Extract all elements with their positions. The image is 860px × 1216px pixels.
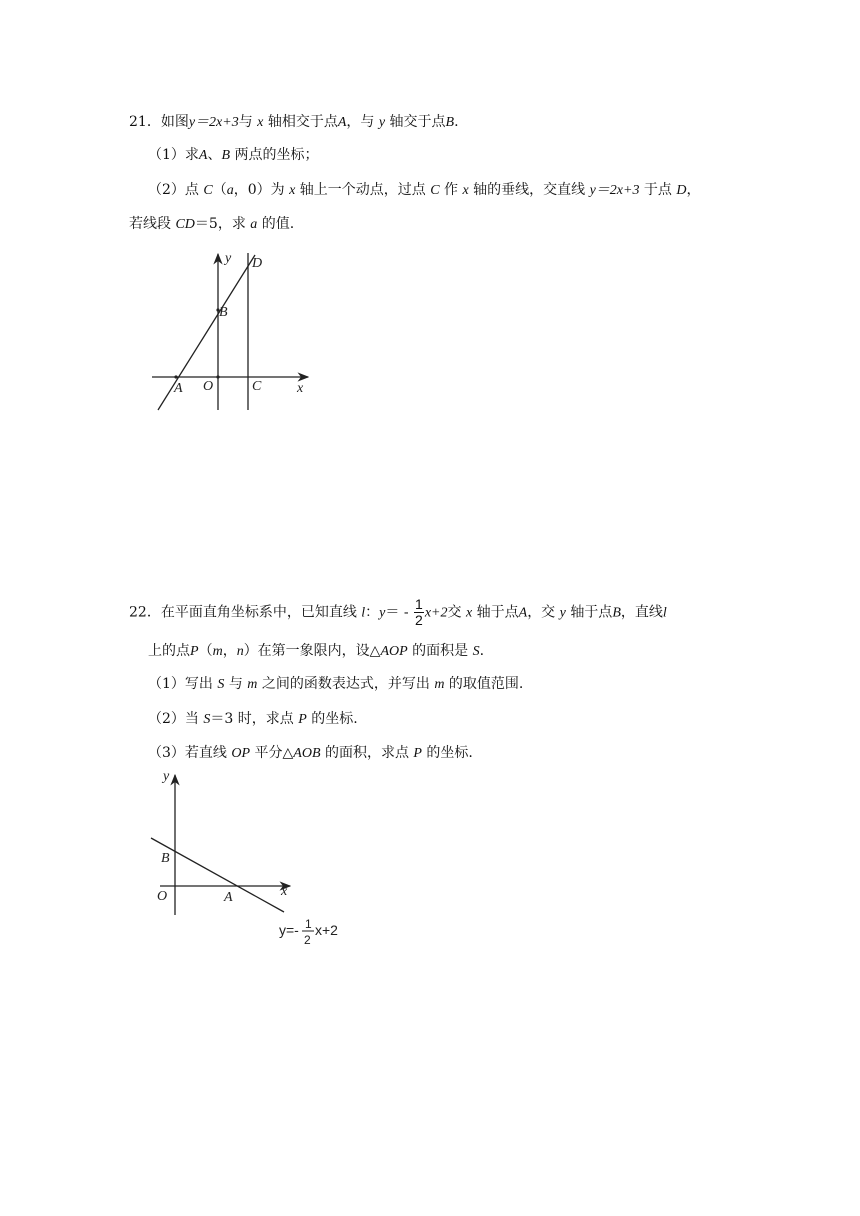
- q21-part2: （2）点 C（a，0）为 x 轴上一个动点，过点 C 作 x 轴的垂线，交直线 y＝2x+3 于点 D，: [148, 182, 701, 198]
- q21-label-a: A: [174, 381, 183, 396]
- q21-stem: 21．如图y＝2x+3与 x 轴相交于点A，与 y 轴交于点B.: [129, 114, 459, 130]
- q22-label-o: O: [157, 889, 168, 904]
- q21-part2-cont: 若线段 CD＝5，求 a 的值.: [129, 216, 295, 232]
- q22-fraction: $\frac{1}{2}$: [415, 596, 423, 628]
- q21-number: 21．: [129, 114, 161, 130]
- q22-part1: （1）写出 S 与 m 之间的函数表达式，并写出 m 的取值范围.: [148, 676, 524, 692]
- q22-label-x: x: [281, 884, 288, 899]
- q22-label-y: y: [163, 769, 170, 784]
- q22-label-b: B: [161, 851, 170, 866]
- q22-function-label-num: 1: [305, 917, 312, 931]
- q22-number: 22．: [129, 604, 161, 621]
- q22-stem: 22．在平面直角坐标系中，已知直线 l：y＝ - $\frac{1}{2}$ x+2交 x 轴于点A，交 y 轴于点B，直线l: [129, 596, 667, 628]
- q22-part3: （3）若直线 OP 平分△AOB 的面积，求点 P 的坐标.: [148, 745, 473, 761]
- q22-stem-cont: 上的点P（m，n）在第一象限内，设△AOP 的面积是 S.: [148, 643, 485, 659]
- q22-part2: （2）当 S＝3 时，求点 P 的坐标.: [148, 711, 358, 727]
- q22-function-label: y=-: [279, 922, 299, 938]
- q22-function-label-den: 2: [304, 933, 311, 947]
- q22-label-a: A: [224, 890, 233, 905]
- q21-part1: （1）求A、B 两点的坐标；: [148, 147, 319, 163]
- q21-equation: y＝2x+3: [188, 115, 239, 130]
- q21-label-y: y: [225, 251, 232, 266]
- q21-label-x: x: [297, 381, 304, 396]
- q21-label-o: O: [203, 379, 214, 394]
- q22-function-label-tail: x+2: [315, 922, 338, 938]
- q21-label-c: C: [252, 379, 262, 394]
- q21-label-b: B: [219, 305, 228, 320]
- q21-label-d: D: [252, 256, 263, 271]
- q22-line-l: [151, 838, 284, 912]
